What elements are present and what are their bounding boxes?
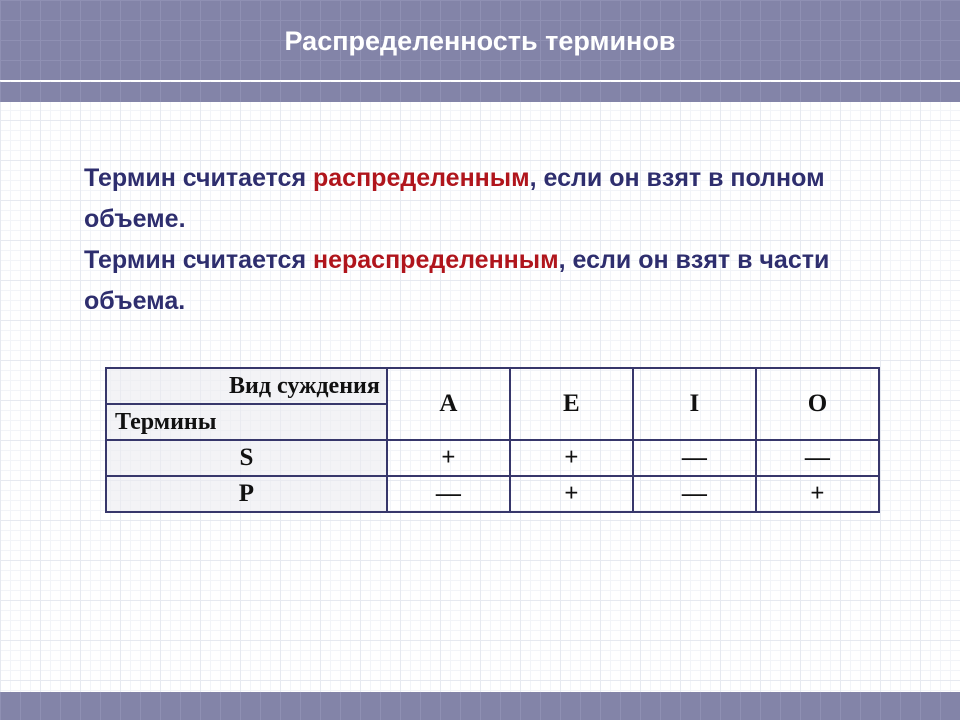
term-undistributed: нераспределенным	[313, 246, 559, 274]
table-row	[106, 440, 879, 476]
column-header-o: O	[756, 368, 879, 440]
definition-undistributed-prefix: Термин считается	[84, 246, 313, 274]
term-distributed: распределенным	[313, 164, 530, 192]
footer-bar	[0, 692, 960, 720]
table-cell: +	[387, 440, 510, 476]
column-header-i: I	[633, 368, 756, 440]
row-term-s: S	[106, 440, 387, 476]
definition-distributed	[84, 158, 884, 240]
table-cell: —	[633, 440, 756, 476]
row-term-p: P	[106, 476, 387, 512]
table-row	[106, 476, 879, 512]
definition-undistributed-suffix: , если он взят в части объема.	[84, 246, 830, 315]
table-header-row	[106, 368, 879, 404]
definition-text	[84, 158, 884, 322]
header-terms: Термины	[106, 404, 387, 440]
header-judgment-type: Вид суждения	[106, 368, 387, 404]
definition-distributed-suffix: , если он взят в полном объеме.	[84, 164, 825, 233]
column-header-e: E	[510, 368, 633, 440]
definition-distributed-prefix: Термин считается	[84, 164, 313, 192]
table-cell: +	[756, 476, 879, 512]
table-cell: —	[756, 440, 879, 476]
column-header-a: A	[387, 368, 510, 440]
definition-undistributed	[84, 240, 884, 322]
table-cell: —	[387, 476, 510, 512]
title-strip	[0, 82, 960, 102]
distribution-table	[105, 367, 880, 513]
title-divider	[0, 80, 960, 81]
table-cell: +	[510, 440, 633, 476]
slide-title: Распределенность терминов	[284, 26, 676, 56]
table-cell: +	[510, 476, 633, 512]
table-cell: —	[633, 476, 756, 512]
